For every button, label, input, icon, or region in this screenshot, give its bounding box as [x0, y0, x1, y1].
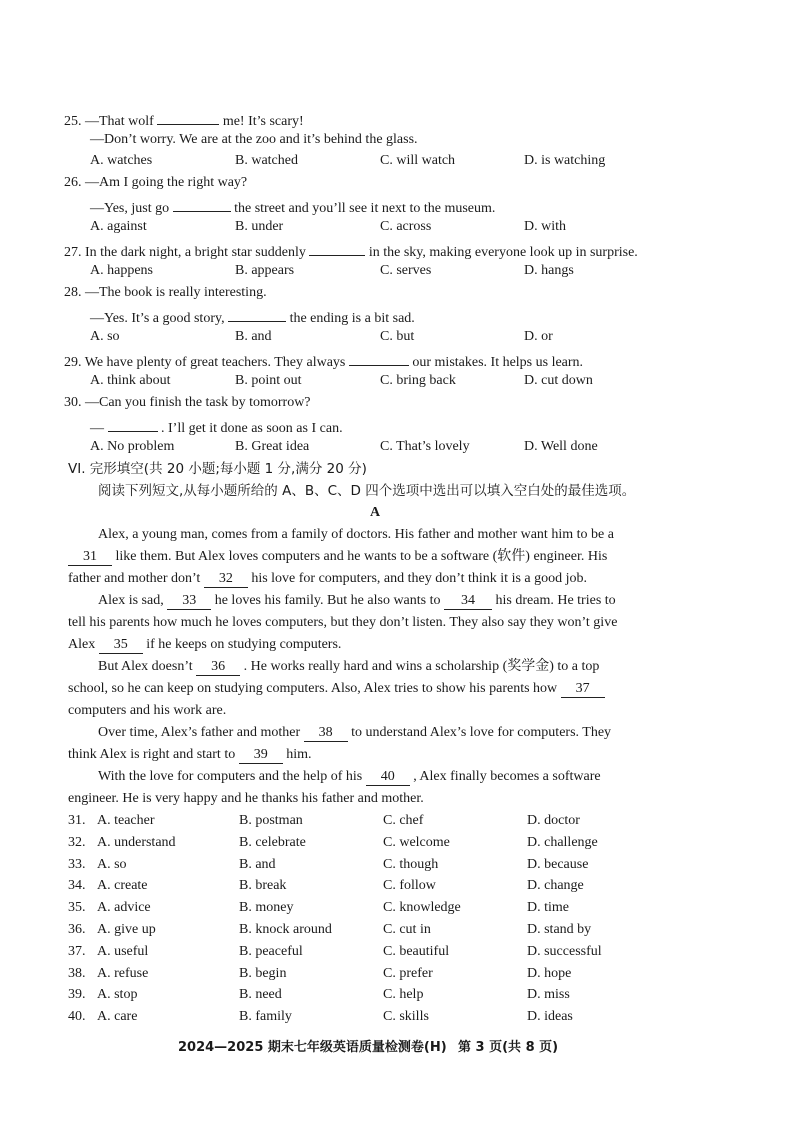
answer-blank — [173, 195, 231, 212]
option-a: A. think about — [90, 373, 171, 388]
passage-text: , Alex finally becomes a software — [413, 769, 601, 784]
stem-text: —The book is really interesting. — [85, 285, 267, 300]
passage-text: Over time, Alex’s father and mother — [98, 725, 301, 740]
cloze-blank-39: 39 — [239, 747, 283, 764]
passage-line: tell his parents how much he loves computers, but they don’t listen. They also say they won’t give — [68, 615, 618, 630]
option-d: D. Well done — [524, 439, 598, 454]
option-d: D. hangs — [524, 263, 574, 278]
cloze-option-d: D. ideas — [527, 1009, 573, 1024]
cloze-question-number: 40. — [68, 1009, 86, 1024]
stem-text: —Yes. It’s a good story, — [90, 311, 225, 326]
cloze-question-number: 36. — [68, 922, 86, 937]
option-b: B. point out — [235, 373, 302, 388]
question-30-reply — [90, 415, 343, 435]
passage-text: . He works really hard and wins a scholarship (奖学金) to a top — [243, 659, 600, 674]
option-a: A. No problem — [90, 439, 175, 454]
stem-text: —Yes, just go — [90, 201, 170, 216]
answer-blank — [309, 239, 365, 256]
cloze-question-number: 38. — [68, 966, 86, 981]
question-number: 28. — [64, 285, 82, 300]
passage-text: his dream. He tries to — [495, 593, 616, 608]
cloze-option-c: C. chef — [383, 813, 424, 828]
cloze-option-b: B. peaceful — [239, 944, 303, 959]
passage-text: he loves his family. But he also wants to — [214, 593, 441, 608]
stem-text: In the dark night, a bright star suddenly — [85, 245, 306, 260]
question-29-stem — [64, 349, 583, 369]
stem-text: . I’ll get it done as soon as I can. — [161, 421, 343, 436]
passage-text: father and mother don’t — [68, 571, 201, 586]
option-a: A. against — [90, 219, 147, 234]
cloze-option-d: D. doctor — [527, 813, 580, 828]
passage-line — [98, 591, 616, 611]
question-25-stem — [64, 108, 304, 128]
cloze-blank-40: 40 — [366, 769, 410, 786]
question-number: 29. — [64, 355, 82, 370]
stem-text: — — [90, 421, 104, 436]
cloze-blank-33: 33 — [167, 593, 211, 610]
stem-text: our mistakes. It helps us learn. — [412, 355, 584, 370]
cloze-option-c: C. beautiful — [383, 944, 450, 959]
cloze-blank-38: 38 — [304, 725, 348, 742]
passage-line: computers and his work are. — [68, 703, 227, 718]
cloze-option-a: A. refuse — [97, 966, 149, 981]
cloze-option-a: A. create — [97, 878, 148, 893]
cloze-option-d: D. hope — [527, 966, 572, 981]
option-d: D. with — [524, 219, 566, 234]
cloze-option-a: A. stop — [97, 987, 138, 1002]
cloze-option-a: A. useful — [97, 944, 149, 959]
cloze-question-number: 32. — [68, 835, 86, 850]
option-a: A. so — [90, 329, 120, 344]
cloze-option-b: B. family — [239, 1009, 292, 1024]
cloze-question-number: 34. — [68, 878, 86, 893]
section-title: VI. 完形填空(共 20 小题;每小题 1 分,满分 20 分) — [68, 461, 367, 477]
answer-blank — [349, 349, 409, 366]
passage-line: Alex, a young man, comes from a family of doctors. His father and mother want him to be a — [98, 527, 614, 542]
passage-line — [68, 547, 607, 567]
cloze-question-number: 39. — [68, 987, 86, 1002]
passage-line — [68, 635, 341, 655]
cloze-question-number: 31. — [68, 813, 86, 828]
question-number: 30. — [64, 395, 82, 410]
passage-text: Alex — [68, 637, 96, 652]
answer-blank — [108, 415, 158, 432]
cloze-option-b: B. and — [239, 857, 276, 872]
passage-text: think Alex is right and start to — [68, 747, 236, 762]
cloze-option-a: A. so — [97, 857, 127, 872]
option-a: A. watches — [90, 153, 153, 168]
cloze-option-c: C. skills — [383, 1009, 429, 1024]
cloze-option-c: C. though — [383, 857, 439, 872]
cloze-option-c: C. prefer — [383, 966, 433, 981]
cloze-option-a: A. teacher — [97, 813, 155, 828]
stem-text: —Am I going the right way? — [85, 175, 248, 190]
option-d: D. cut down — [524, 373, 593, 388]
cloze-option-c: C. follow — [383, 878, 436, 893]
passage-line: engineer. He is very happy and he thanks his father and mother. — [68, 791, 424, 806]
cloze-option-d: D. change — [527, 878, 584, 893]
passage-text: But Alex doesn’t — [98, 659, 193, 674]
cloze-question-number: 37. — [68, 944, 86, 959]
answer-blank — [157, 108, 219, 125]
stem-text: —Can you finish the task by tomorrow? — [85, 395, 311, 410]
cloze-option-c: C. welcome — [383, 835, 450, 850]
cloze-option-d: D. miss — [527, 987, 570, 1002]
question-30-stem — [64, 393, 311, 413]
passage-line — [98, 767, 601, 787]
question-26-reply — [90, 195, 495, 215]
option-d: D. is watching — [524, 153, 606, 168]
question-26-stem — [64, 173, 247, 193]
cloze-blank-36: 36 — [196, 659, 240, 676]
passage-line — [68, 745, 312, 765]
cloze-option-b: B. begin — [239, 966, 287, 981]
passage-text: him. — [286, 747, 312, 762]
question-25-reply: —Don’t worry. We are at the zoo and it’s behind the glass. — [90, 132, 418, 147]
stem-text: me! It’s scary! — [222, 114, 304, 129]
option-a: A. happens — [90, 263, 153, 278]
cloze-option-d: D. because — [527, 857, 589, 872]
cloze-question-number: 33. — [68, 857, 86, 872]
footer-page-number: 第 3 页(共 8 页) — [458, 1040, 559, 1055]
cloze-blank-37: 37 — [561, 681, 605, 698]
answer-blank — [228, 305, 286, 322]
option-c: C. but — [380, 329, 415, 344]
cloze-question-number: 35. — [68, 900, 86, 915]
passage-text: if he keeps on studying computers. — [146, 637, 342, 652]
cloze-option-d: D. successful — [527, 944, 602, 959]
cloze-option-b: B. knock around — [239, 922, 332, 937]
cloze-option-c: C. help — [383, 987, 424, 1002]
footer-exam-title: 2024—2025 期末七年级英语质量检测卷(H) — [178, 1040, 447, 1055]
stem-text: in the sky, making everyone look up in surprise. — [368, 245, 638, 260]
cloze-option-c: C. cut in — [383, 922, 431, 937]
question-28-stem — [64, 283, 267, 303]
option-b: B. under — [235, 219, 284, 234]
stem-text: —That wolf — [85, 114, 154, 129]
option-b: B. watched — [235, 153, 298, 168]
stem-text: the ending is a bit sad. — [289, 311, 415, 326]
option-b: B. Great idea — [235, 439, 310, 454]
option-b: B. and — [235, 329, 272, 344]
passage-line — [68, 569, 587, 589]
passage-text: to understand Alex’s love for computers. They — [351, 725, 612, 740]
option-b: B. appears — [235, 263, 295, 278]
cloze-option-b: B. postman — [239, 813, 303, 828]
cloze-blank-31: 31 — [68, 549, 112, 566]
cloze-option-d: D. stand by — [527, 922, 592, 937]
cloze-option-d: D. challenge — [527, 835, 598, 850]
passage-text: his love for computers, and they don’t think it is a good job. — [251, 571, 588, 586]
cloze-option-b: B. money — [239, 900, 294, 915]
cloze-option-a: A. understand — [97, 835, 176, 850]
cloze-blank-35: 35 — [99, 637, 143, 654]
section-instruction: 阅读下列短文,从每小题所给的 A、B、C、D 四个选项中选出可以填入空白处的最佳选项。 — [98, 483, 636, 499]
passage-line — [68, 679, 605, 699]
passage-text: With the love for computers and the help of his — [98, 769, 363, 784]
cloze-option-d: D. time — [527, 900, 569, 915]
passage-line — [98, 657, 599, 677]
stem-text: We have plenty of great teachers. They always — [84, 355, 346, 370]
option-d: D. or — [524, 329, 553, 344]
option-c: C. That’s lovely — [380, 439, 470, 454]
option-c: C. will watch — [380, 153, 456, 168]
cloze-option-c: C. knowledge — [383, 900, 461, 915]
question-27-stem — [64, 239, 638, 259]
cloze-blank-34: 34 — [444, 593, 492, 610]
cloze-option-a: A. care — [97, 1009, 138, 1024]
cloze-option-b: B. break — [239, 878, 287, 893]
passage-text: school, so he can keep on studying computers. Also, Alex tries to show his parents how — [68, 681, 558, 696]
option-c: C. serves — [380, 263, 432, 278]
option-c: C. bring back — [380, 373, 456, 388]
question-number: 26. — [64, 175, 82, 190]
cloze-option-a: A. give up — [97, 922, 156, 937]
stem-text: the street and you’ll see it next to the museum. — [234, 201, 496, 216]
passage-text: Alex is sad, — [98, 593, 164, 608]
question-28-reply — [90, 305, 415, 325]
cloze-blank-32: 32 — [204, 571, 248, 588]
cloze-option-b: B. need — [239, 987, 282, 1002]
passage-line — [98, 723, 611, 743]
cloze-option-b: B. celebrate — [239, 835, 306, 850]
cloze-option-a: A. advice — [97, 900, 151, 915]
question-number: 27. — [64, 245, 82, 260]
question-number: 25. — [64, 114, 82, 129]
option-c: C. across — [380, 219, 432, 234]
passage-text: like them. But Alex loves computers and he wants to be a software (软件) engineer. His — [115, 549, 608, 564]
passage-label: A — [370, 505, 381, 520]
